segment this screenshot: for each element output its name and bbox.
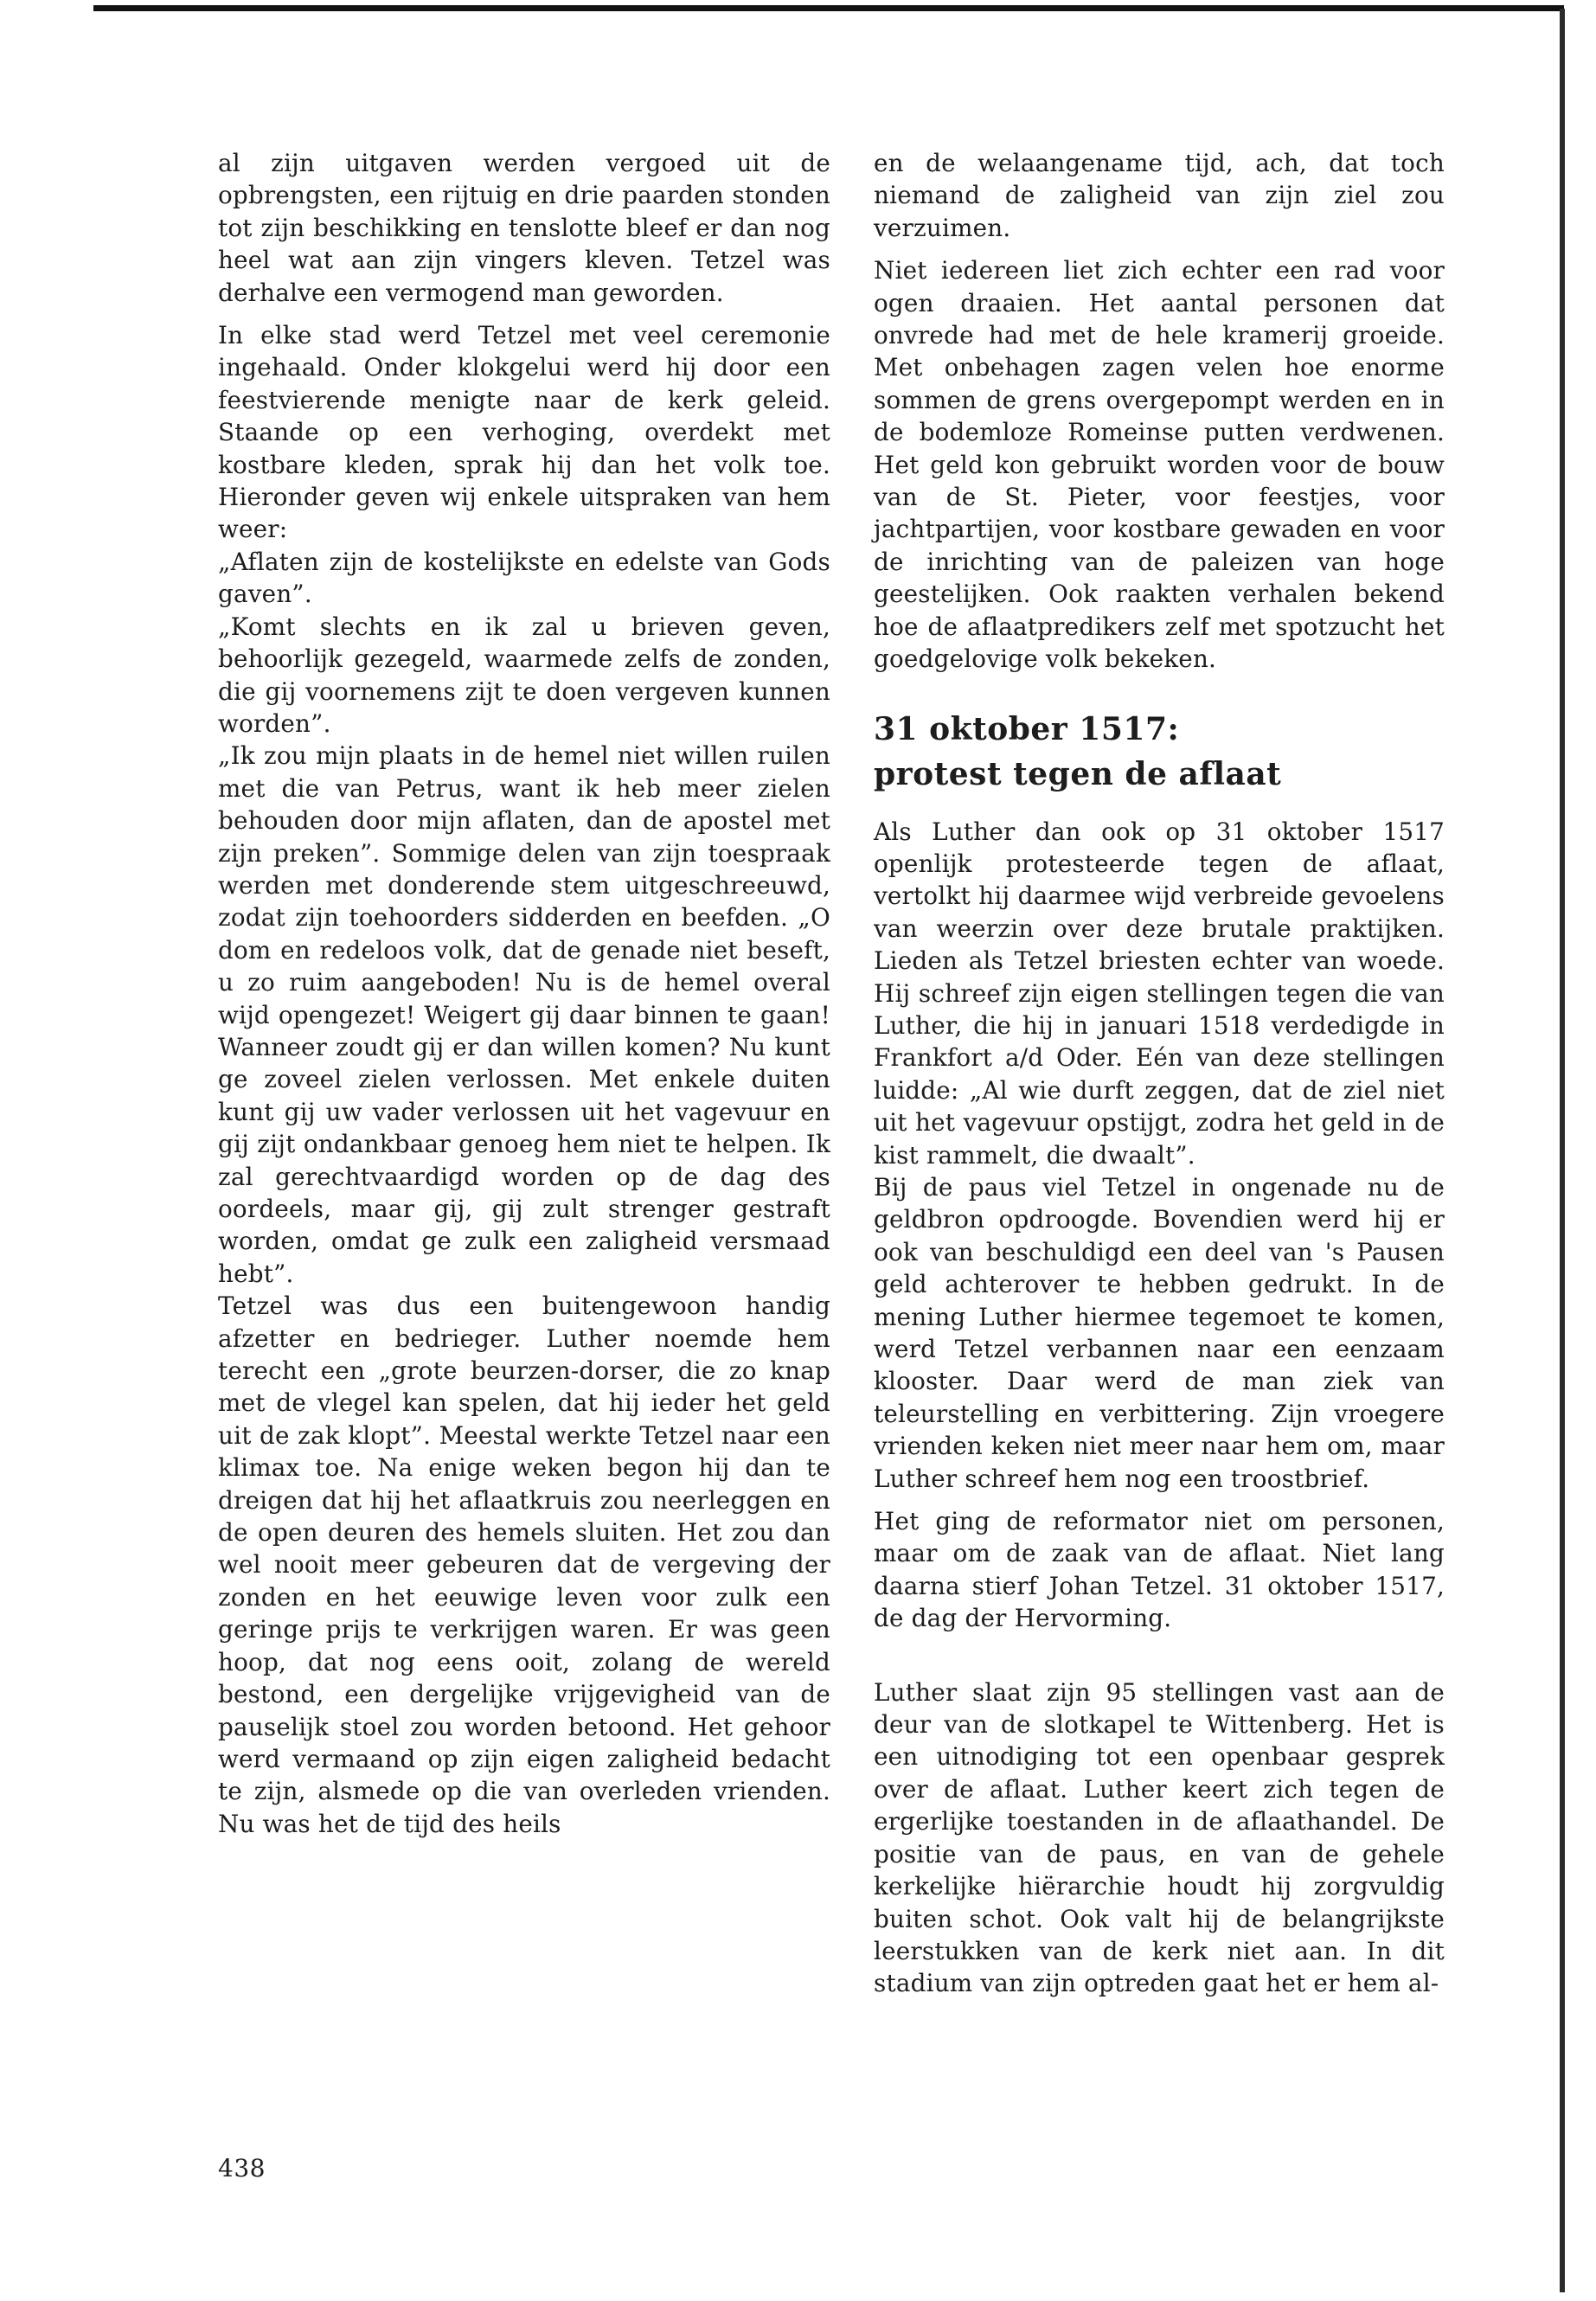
paragraph: In elke stad werd Tetzel met veel ceremonie ingehaald. Onder klokgelui werd hij door een feestvierende menigte naar de kerk geleid. Staande op een verhoging, overdekt met kostbare kleden, sprak hij dan het volk toe. Hieronder geven wij enkele uitspraken van hem weer: [218,321,830,544]
section-heading-line: protest tegen de aflaat [874,755,1282,792]
paragraph: Niet iedereen liet zich echter een rad voor ogen draaien. Het aantal personen dat onvrede had met de hele kramerij groeide. Met onbehagen zagen velen hoe enorme sommen de grens overgepompt werden en in de bodemloze Romeinse putten verdwenen. Het geld kon gebruikt worden voor de bouw van de St. Pieter, voor feestjes, voor jachtpartijen, voor kostbare gewaden en voor de inrichting van de paleizen van hoge geestelijken. Ook raakten verhalen bekend hoe de aflaatpredikers zelf met spotzucht het goedgelovige volk bekeken. [874,256,1445,674]
paragraph: en de welaangename tijd, ach, dat toch niemand de zaligheid van zijn ziel zou verzuimen. [874,149,1445,242]
paragraph: Tetzel was dus een buitengewoon handig afzetter en bedrieger. Luther noemde hem terecht een „grote beurzen-dorser, die zo knap met de vlegel kan spelen, dat hij ieder het geld uit de zak klopt”. Meestal werkte Tetzel naar een klimax toe. Na enige weken begon hij dan te dreigen dat hij het aflaatkruis zou neerleggen en de open deuren des hemels sluiten. Het zou dan wel nooit meer gebeuren dat de vergeving der zonden en het eeuwige leven voor zulk een geringe prijs te verkrijgen waren. Er was geen hoop, dat nog eens ooit, zolang de wereld bestond, een dergelijke vrijgevigheid van de pauselijk stoel zou worden betoond. Het gehoor werd vermaand op zijn eigen zaligheid bedacht te zijn, alsmede op die van overleden vrienden. Nu was het de tijd des heils [218,1292,830,1838]
paragraph: al zijn uitgaven werden vergoed uit de opbrengsten, een rijtuig en drie paarden stonden tot zijn beschikking en tenslotte bleef er dan nog heel wat aan zijn vingers kleven. Tetzel was derhalve een vermogend man geworden. [218,149,830,307]
left-column [218,147,830,1840]
top-border-rule [93,5,1564,11]
section-heading-line: 31 oktober 1517: [874,710,1180,747]
quote-paragraph: „Ik zou mijn plaats in de hemel niet willen ruilen met die van Petrus, want ik heb meer zielen behouden door mijn aflaten, dan de apostel met zijn preken”. Sommige delen van zijn toespraak werden met donderende stem uitgeschreeuwd, zodat zijn toehoorders sidderden en beefden. „O dom en redeloos volk, dat de genade niet beseft, u zo ruim aangeboden! Nu is de hemel overal wijd opengezet! Weigert gij daar binnen te gaan! Wanneer zoudt gij er dan willen komen? Nu kunt ge zoveel zielen verlossen. Met enkele duiten kunt gij uw vader verlossen uit het vagevuur en gij zijt ondankbaar genoeg hem niet te helpen. Ik zal gerechtvaardigd worden op de dag des oordeels, maar gij, gij zult strenger gestraft worden, omdat ge zulk een zaligheid versmaad hebt”. [218,741,830,1288]
page-number: 438 [218,2154,266,2182]
right-border-rule [1560,9,1565,2292]
section-heading [874,707,1445,797]
quote-paragraph: „Komt slechts en ik zal u brieven geven, behoorlijk gezegeld, waarmede zelfs de zonden, die gij voornemens zijt te doen vergeven kunnen worden”. [218,612,830,738]
quote-paragraph: „Aflaten zijn de kostelijkste en edelste van Gods gaven”. [218,547,830,609]
caption-paragraph: Luther slaat zijn 95 stellingen vast aan de deur van de slotkapel te Wittenberg. Het is een uitnodiging tot een openbaar gesprek over de aflaat. Luther keert zich tegen de ergerlijke toestanden in de aflaathandel. De positie van de paus, en van de gehele kerkelijke hiërarchie houdt hij zorgvuldig buiten schot. Ook valt hij de belangrijkste leerstukken van de kerk niet aan. In dit stadium van zijn optreden gaat het er hem al- [874,1677,1445,1998]
paragraph: Het ging de reformator niet om personen, maar om de zaak van de aflaat. Niet lang daarna stierf Johan Tetzel. 31 oktober 1517, de dag der Hervorming. [874,1507,1445,1633]
paragraph: Bij de paus viel Tetzel in ongenade nu de geldbron opdroogde. Bovendien werd hij er ook van beschuldigd een deel van 's Pausen geld achterover te hebben gedrukt. In de mening Luther hiermee tegemoet te komen, werd Tetzel verbannen naar een eenzaam klooster. Daar werd de man ziek van teleurstelling en verbittering. Zijn vroegere vrienden keken niet meer naar hem om, maar Luther schreef hem nog een troostbrief. [874,1172,1445,1493]
right-column [874,147,1445,2000]
paragraph: Als Luther dan ook op 31 oktober 1517 openlijk protesteerde tegen de aflaat, vertolkt hij daarmee wijd verbreide gevoelens van weerzin over deze brutale praktijken. Lieden als Tetzel briesten echter van woede. Hij schreef zijn eigen stellingen tegen die van Luther, die hij in januari 1518 verdedigde in Frankfort a/d Oder. Eén van deze stellingen luidde: „Al wie durft zeggen, dat de ziel niet uit het vagevuur opstijgt, zodra het geld in de kist rammelt, die dwaalt”. [874,817,1445,1170]
